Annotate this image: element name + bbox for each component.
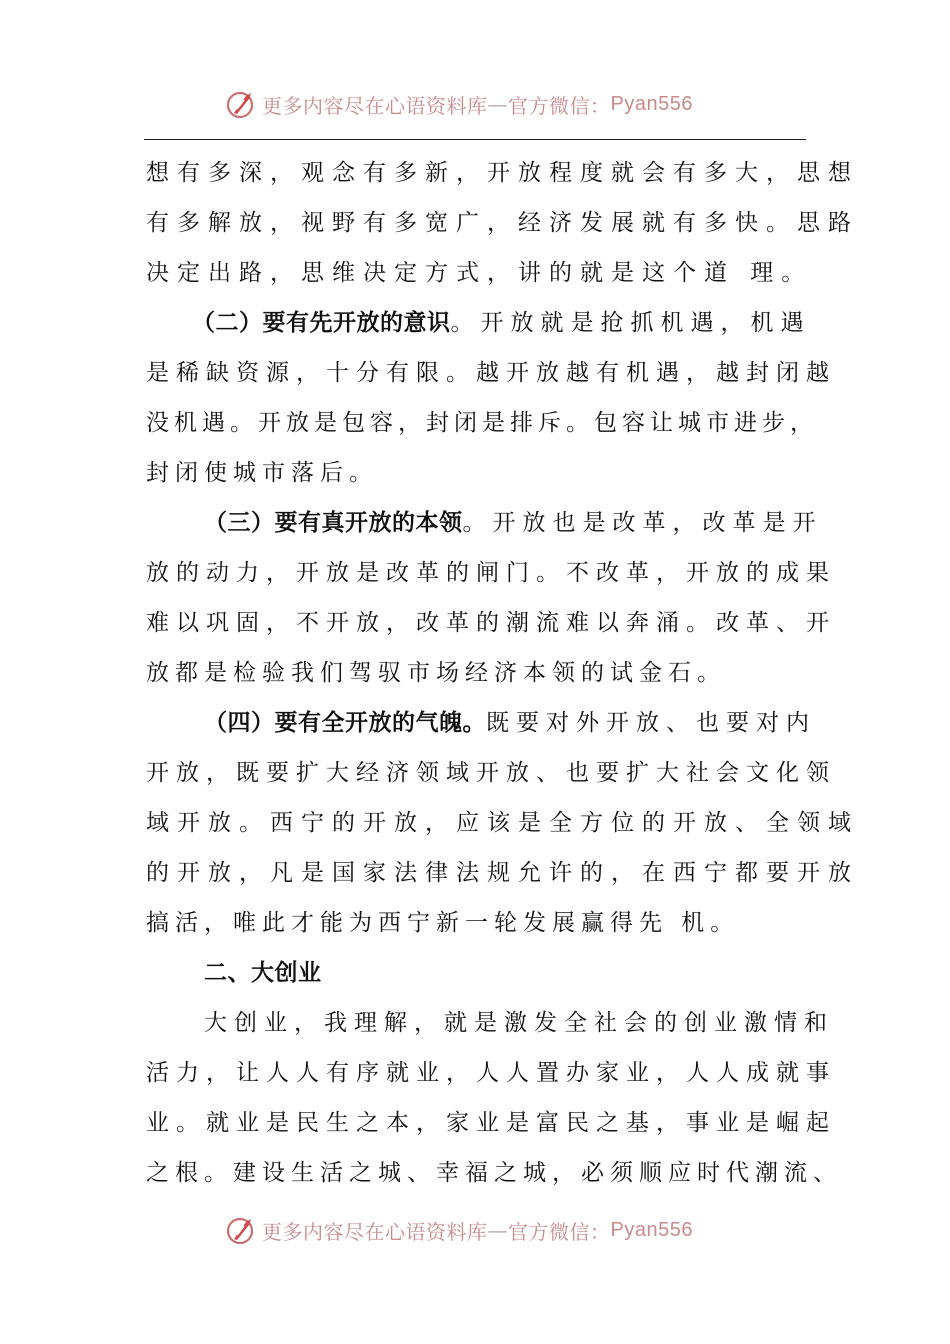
pen-nib-logo-icon [224, 1213, 258, 1247]
watermark-label: 官方微信： [508, 93, 611, 118]
text-line: 放的动力，开放是改革的闸门。不改革，开放的成果 [146, 560, 836, 586]
section-heading-line [146, 948, 826, 998]
watermark [224, 1210, 693, 1250]
section-heading: （三）要有真开放的本领 [204, 509, 463, 536]
section-heading: （四）要有全开放的气魄。 [204, 709, 486, 736]
header-watermark [0, 84, 950, 124]
watermark-label: 官方微信： [508, 1219, 611, 1244]
text-line: 有多解放，视野有多宽广，经济发展就有多快。思路 [146, 210, 859, 236]
text-line: 封闭使城市落后。 [146, 460, 378, 486]
text-line: 是稀缺资源，十分有限。越开放越有机遇，越封闭越 [146, 360, 836, 386]
text-line: 搞活，唯此才能为西宁新一轮发展赢得先 机。 [146, 910, 740, 936]
section-heading-line: （三）要有真开放的本领。开放也是改革，改革是开 [204, 509, 823, 536]
text-line: 放都是检验我们驾驭市场经济本领的试金石。 [146, 660, 726, 686]
text-line: 业。就业是民生之本，家业是富民之基，事业是崛起 [146, 1110, 836, 1136]
text-line: 开放，既要扩大经济领域开放、也要扩大社会文化领 [146, 760, 836, 786]
document-body [146, 148, 859, 1198]
text-line: 活力，让人人有序就业，人人置办家业，人人成就事 [146, 1060, 836, 1086]
section-heading-line: （四）要有全开放的气魄。既要对外开放、也要对内 [204, 709, 816, 736]
text-line: 域开放。西宁的开放，应该是全方位的开放、全领域 [146, 810, 859, 836]
text-line: 想有多深，观念有多新，开放程度就会有多大，思想 [146, 160, 859, 186]
footer-watermark [0, 1210, 950, 1250]
header-rule [144, 139, 806, 140]
section-heading: 二、大创业 [204, 959, 322, 986]
watermark-id: Pyan556 [610, 1218, 693, 1241]
text-line: 大创业，我理解，就是激发全社会的创业激情和 [204, 1010, 834, 1036]
watermark-text: 更多内容尽在心语资料库 [262, 93, 488, 118]
text-line: 没机遇。开放是包容，封闭是排斥。包容让城市进步， [146, 410, 818, 436]
text-line: 的开放，凡是国家法律法规允许的，在西宁都要开放 [146, 860, 859, 886]
text-line: 之根。建设生活之城、幸福之城，必须顺应时代潮流、 [146, 1160, 842, 1186]
watermark-dash: — [487, 92, 508, 116]
section-heading-line: （二）要有先开放的意识。开放就是抢抓机遇，机遇 [192, 309, 811, 336]
text-line: 决定出路，思维决定方式，讲的就是这个道 理。 [146, 260, 813, 286]
text-line: 难以巩固，不开放，改革的潮流难以奔涌。改革、开 [146, 610, 836, 636]
watermark-text: 更多内容尽在心语资料库 [262, 1219, 488, 1244]
section-heading: （二）要有先开放的意识 [192, 309, 451, 336]
watermark-dash: — [487, 1218, 508, 1242]
pen-nib-logo-icon [224, 87, 258, 121]
watermark [224, 84, 693, 124]
watermark-id: Pyan556 [610, 92, 693, 115]
